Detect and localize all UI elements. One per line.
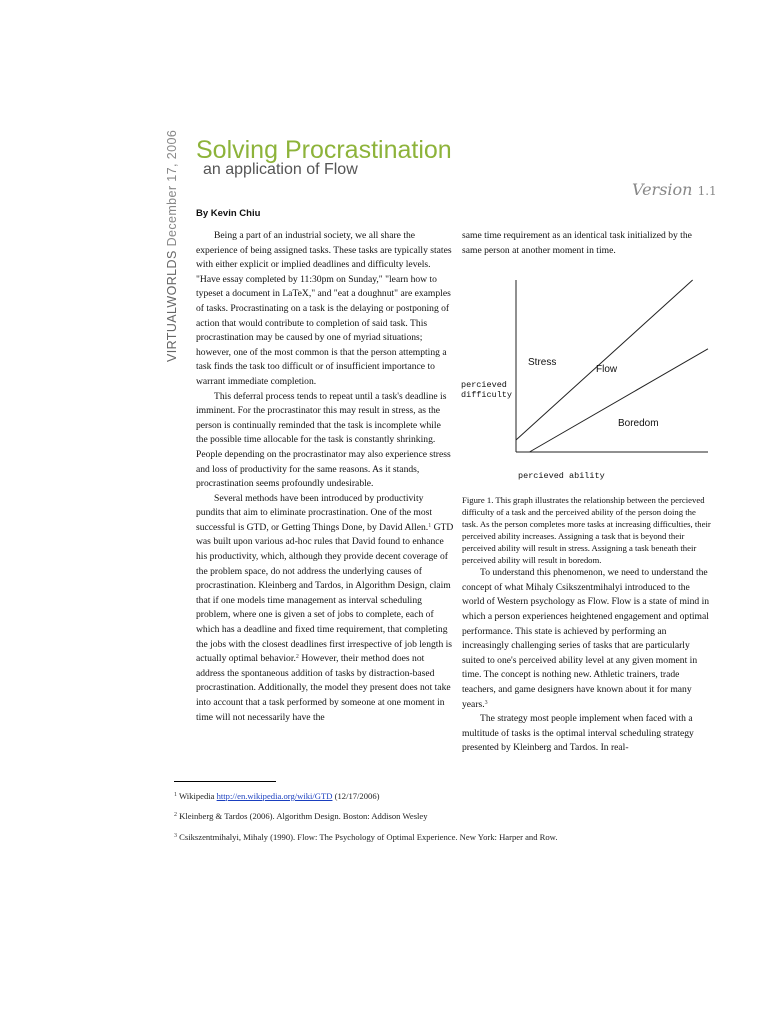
version-label: Version	[632, 180, 693, 199]
footnote-ref[interactable]: 2	[295, 654, 299, 661]
paragraph	[196, 492, 454, 726]
version-stamp	[632, 180, 717, 199]
footnote-number: 3	[174, 833, 177, 839]
figure-caption	[462, 494, 712, 566]
y-axis-label-line1: percieved	[461, 380, 507, 390]
masthead-date: December 17, 2006	[165, 129, 179, 247]
footnote-2	[174, 811, 428, 821]
region-label-boredom: Boredom	[618, 418, 659, 429]
footnote-text: Kleinberg & Tardos (2006). Algorithm Design. Boston: Addison Wesley	[179, 811, 428, 821]
text-span: GTD was built upon various ad-hoc rules that David found to enhance his productivity, which, although they provide decent coverage of the problem space, do not address the underlying causes of procrastination. Kleinberg and Tardos, in Algorithm Design, claim that if one models time management as interval scheduling problem, where one is given a set of jobs to complete, each of which has a deadline and fixed time requirement, that completing the jobs with the closest deadlines first irrespective of job length is actually optimal behavior.	[196, 521, 454, 665]
footnote-text: Wikipedia	[179, 791, 215, 801]
byline: By Kevin Chiu	[196, 208, 261, 219]
footnote-ref[interactable]: 1	[428, 522, 432, 529]
flow-chart	[460, 270, 722, 492]
footnote-rule	[174, 781, 276, 782]
text-span: Several methods have been introduced by productivity pundits that aim to eliminate procrastination. One of the most successful is GTD, or Getting Things Done, by David Allen.	[196, 492, 433, 533]
body-column-left	[196, 229, 454, 725]
y-axis-label-line2: difficulty	[461, 390, 513, 400]
footnote-3	[174, 832, 557, 842]
caption-label: Figure 1.	[462, 495, 494, 506]
paragraph: same time requirement as an identical task initialized by the same person at another moment in time.	[462, 230, 692, 256]
footnote-text: (12/17/2006)	[334, 791, 380, 801]
region-label-stress: Stress	[528, 357, 557, 368]
text-span: However, their method does not address the spontaneous addition of tasks by distraction-based procrastination. Additionally, the model they present does not take into account that a task performed by someone at one moment in time will not necessarily have the	[196, 653, 451, 723]
region-label-flow: Flow	[596, 364, 618, 375]
text-span: To understand this phenomenon, we need to understand the concept of what Mihaly Csikszentmihalyi introduced to the world of Western psychology as Flow. Flow is a state of mind in which a person experiences heightened engagement and optimal performance. This state is achieved by performing an increasingly challenging series of tasks that are particularly suited to one's perceived ability level at any given moment in time. The concept is nothing new. Athletic trainers, trade teachers, and game designers have known about it for many years.	[462, 567, 710, 710]
version-number: 1.1	[697, 184, 717, 198]
footnote-number: 2	[174, 812, 177, 818]
paragraph: This deferral process tends to repeat until a task's deadline is imminent. For the procrastinator this may result in stress, as the person is continually reminded that the task is incomplete while the possible time allocable for the task is constantly shrinking. People depending on the procrastinator may also experience stress and loss of productivity for the same reasons. As it stands, procrastination seems profoundly undesirable.	[196, 390, 451, 490]
footnote-ref[interactable]: 3	[484, 699, 488, 706]
paper-title: Solving Procrastination	[196, 136, 452, 164]
paper-subtitle: an application of Flow	[203, 161, 358, 178]
caption-text: This graph illustrates the relationship between the percieved difficulty of a task and the perceived ability of the person doing the task. As the person completes more tasks at increasing difficulties, their perceived ability increases. Assigning a task that is beyond their perceived ability will result in stress. Assigning a task beneath their perceived ability will result in boredom.	[462, 495, 711, 566]
footnote-number: 1	[174, 792, 177, 798]
paragraph: Being a part of an industrial society, we all share the experience of being assigned tasks. These tasks are typically states with either explicit or implied deadlines and difficulty levels. "Have essay completed by 11:30pm on Sunday," "learn how to typeset a document in LaTeX," and "eat a doughnut" are examples of tasks. Procrastinating on a task is the delaying or postponing of action that would contribute to completion of said task. This procrastination may be caused by one of myriad situations; however, one of the most common is that the person attempting a task finds the task too difficult or of insufficient importance to warrant immediate completion.	[196, 230, 452, 387]
sidebar-masthead	[165, 122, 179, 362]
paragraph: The strategy most people implement when faced with a multitude of tasks is the optimal interval scheduling strategy presented by Kleinberg and Tardos. In real-	[462, 713, 694, 754]
footnote-1	[174, 791, 379, 801]
paragraph	[462, 566, 712, 712]
x-axis-label: percieved ability	[518, 471, 605, 481]
gtd-link[interactable]: http://en.wikipedia.org/wiki/GTD	[216, 791, 333, 801]
footnote-text: Csikszentmihalyi, Mihaly (1990). Flow: The Psychology of Optimal Experience. New York: Harper and Row.	[179, 832, 558, 842]
masthead-brand: VIRTUALWORLDS	[165, 250, 179, 362]
